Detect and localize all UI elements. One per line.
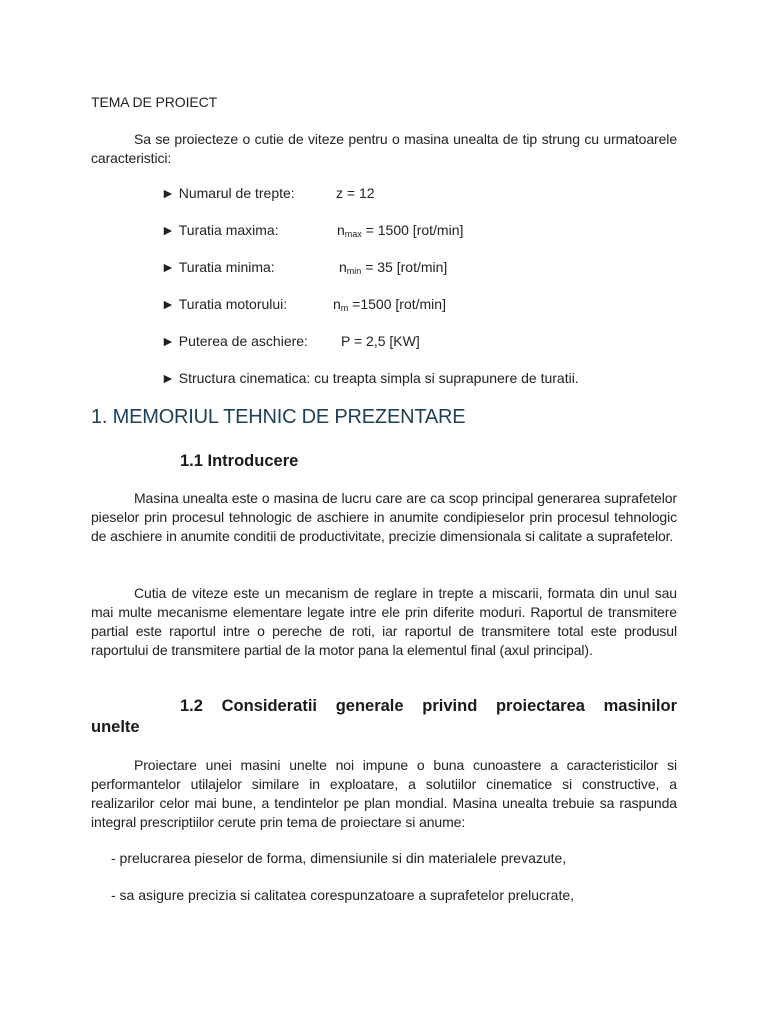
intro-paragraph — [91, 130, 677, 168]
spec-item-cutting-power — [161, 333, 420, 349]
spec-item-min-speed — [161, 259, 448, 276]
bullet-arrow-icon: ► — [161, 370, 175, 386]
bullet-arrow-icon: ► — [161, 222, 175, 238]
spec-item-steps — [161, 185, 375, 201]
project-title: TEMA DE PROIECT — [91, 94, 218, 110]
intro-paragraph-1: Masina unealta este o masina de lucru care are ca scop principal generarea suprafetelor pieselor prin procesul tehnologic de aschiere in anumite condipieselor prin procesul tehnologic de aschiere in anumite conditii de productivitate, precizie dimensionala si calitate a suprafetelor. — [91, 490, 677, 544]
spec-label: Turatia motorului: — [178, 296, 288, 312]
spec-label: Turatia maxima: — [178, 222, 279, 238]
spec-label: Turatia minima: — [178, 259, 275, 275]
list-item: - prelucrarea pieselor de forma, dimensiunile si din materialele prevazute, — [111, 850, 567, 866]
spec-value: $n_m =1500$ [rot/min] — [333, 296, 446, 313]
bullet-arrow-icon: ► — [161, 185, 175, 201]
spec-value: $n_{max} = 1500$ [rot/min] — [337, 222, 464, 239]
subsection-heading-intro: 1.1 Introducere — [180, 452, 299, 470]
spec-value: P = 2,5 [KW] — [341, 333, 420, 349]
considerations-paragraph: Proiectare unei masini unelte noi impune o buna cunoastere a caracteristicilor si performantelor utilajelor similare in exploatare, a solutiilor cinematice si constructive, a realizarilor celor mai bune, a tendintelor pe plan mondial. Masina unealta trebuie sa raspunda integral prescriptiilor cerute prin tema de proiectare si anume: — [91, 757, 677, 830]
bullet-arrow-icon: ► — [161, 259, 175, 275]
spec-value: z = 12 — [336, 185, 375, 201]
spec-value: $n_{min} = 35$ [rot/min] — [339, 259, 448, 276]
bullet-arrow-icon: ► — [161, 296, 175, 312]
spec-label: Numarul de trepte: — [178, 185, 295, 201]
spec-label: Puterea de aschiere: — [178, 333, 308, 349]
spec-item-max-speed — [161, 222, 464, 239]
bullet-arrow-icon: ► — [161, 333, 175, 349]
spec-label: Structura cinematica: cu treapta simpla si suprapunere de turatii. — [178, 370, 579, 386]
subsection-heading-considerations-cont: unelte — [91, 718, 140, 736]
list-item: - sa asigure precizia si calitatea corespunzatoare a suprafetelor prelucrate, — [111, 887, 575, 903]
spec-item-motor-speed — [161, 296, 446, 313]
spec-item-structure — [161, 370, 579, 386]
intro-text: Sa se proiecteze o cutie de viteze pentru o masina unealta de tip strung cu urmatoarele caracteristici: — [91, 131, 677, 166]
subsection-heading-considerations: 1.2 Consideratii generale privind proiectarea masinilor — [180, 697, 677, 715]
section-heading: 1. MEMORIUL TEHNIC DE PREZENTARE — [91, 406, 466, 428]
intro-paragraph-2: Cutia de viteze este un mecanism de reglare in trepte a miscarii, formata din unul sau mai multe mecanisme elementare legate intre ele prin diferite moduri. Raportul de transmitere partial este raportul intre o pereche de roti, iar raportul de transmitere total este produsul raportului de transmitere partial de la motor pana la elementul final (axul principal). — [91, 585, 677, 658]
